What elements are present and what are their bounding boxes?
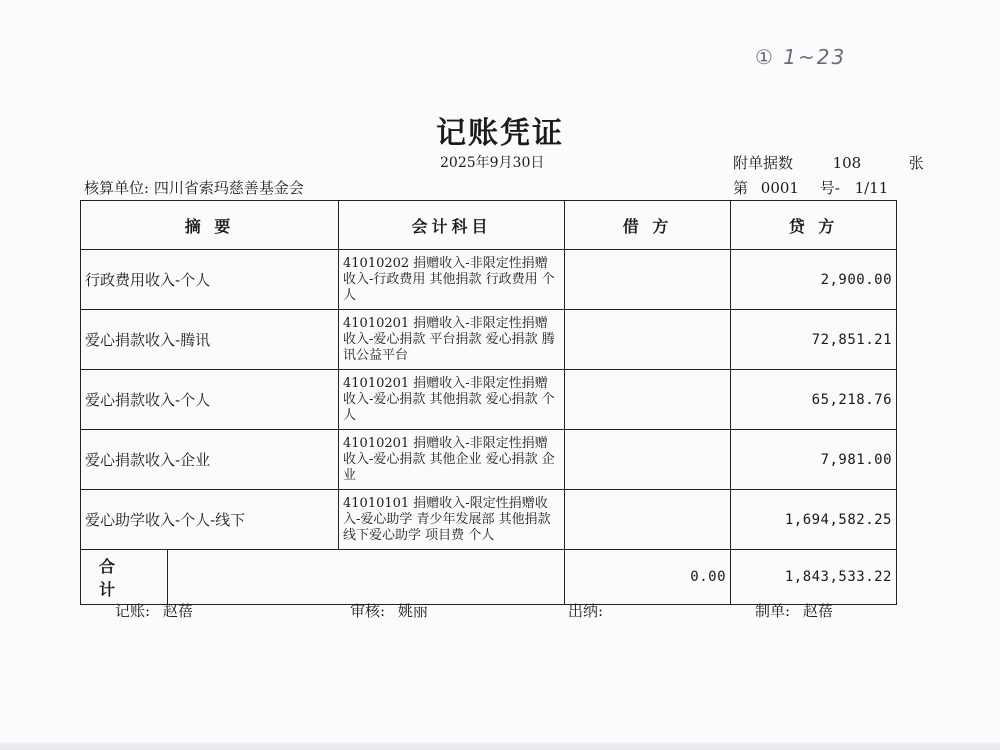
total-credit: 1,843,533.22 — [731, 550, 897, 605]
attachment-number: 108 — [832, 154, 862, 172]
row-debit — [565, 310, 731, 370]
bookkeeper-name: 赵蓓 — [162, 602, 193, 620]
accounting-unit-label: 核算单位: — [84, 179, 150, 197]
total-debit: 0.00 — [565, 550, 731, 605]
header-account: 会计科目 — [339, 201, 565, 250]
voucher-date: 2025年9月30日 — [440, 155, 545, 171]
cashier-label: 出纳: — [568, 602, 604, 620]
row-debit — [565, 250, 731, 310]
reviewer-label: 审核: — [350, 602, 386, 620]
bookkeeper-label: 记账: — [115, 602, 151, 620]
row-summary: 爱心捐款收入-个人 — [81, 370, 339, 430]
row-account: 41010201 捐赠收入-非限定性捐赠收入-爱心捐款 其他企业 爱心捐款 企业 — [339, 430, 565, 490]
row-debit — [565, 490, 731, 550]
header-debit: 借 方 — [565, 201, 731, 250]
table-row — [81, 370, 897, 430]
row-debit — [565, 430, 731, 490]
table-row — [81, 250, 897, 310]
row-credit: 7,981.00 — [731, 430, 897, 490]
voucher-number-prefix: 第 — [733, 179, 749, 197]
row-summary: 爱心助学收入-个人-线下 — [81, 490, 339, 550]
reviewer — [350, 600, 428, 621]
row-summary: 爱心捐款收入-企业 — [81, 430, 339, 490]
voucher-page: 1/11 — [854, 179, 889, 197]
bookkeeper — [115, 600, 193, 621]
voucher-number-value: 0001 — [760, 179, 799, 197]
preparer-label: 制单: — [755, 602, 791, 620]
row-credit: 2,900.00 — [731, 250, 897, 310]
voucher-number — [733, 177, 888, 198]
page-title: 记账凭证 — [436, 116, 564, 151]
attachment-label: 附单据数 — [733, 154, 794, 172]
row-account: 41010201 捐赠收入-非限定性捐赠收入-爱心捐款 其他捐款 爱心捐款 个人 — [339, 370, 565, 430]
total-label-cell — [81, 550, 339, 605]
scan-edge — [0, 742, 1000, 750]
reviewer-name: 姚丽 — [397, 602, 428, 620]
row-debit — [565, 370, 731, 430]
total-row — [81, 550, 897, 605]
header-summary: 摘 要 — [81, 201, 339, 250]
table-row — [81, 490, 897, 550]
row-credit: 72,851.21 — [731, 310, 897, 370]
row-account: 41010101 捐赠收入-限定性捐赠收入-爱心助学 青少年发展部 其他捐款 线下爱心助学 项目费 个人 — [339, 490, 565, 550]
row-account: 41010201 捐赠收入-非限定性捐赠收入-爱心捐款 平台捐款 爱心捐款 腾讯公益平台 — [339, 310, 565, 370]
row-summary: 行政费用收入-个人 — [81, 250, 339, 310]
row-credit: 65,218.76 — [731, 370, 897, 430]
total-blank — [339, 550, 565, 605]
header-credit: 贷 方 — [731, 201, 897, 250]
accounting-unit-name: 四川省索玛慈善基金会 — [153, 179, 304, 197]
attachment-unit: 张 — [908, 154, 924, 172]
preparer — [755, 600, 833, 621]
preparer-name: 赵蓓 — [802, 602, 833, 620]
accounting-unit — [84, 177, 304, 198]
table-row — [81, 310, 897, 370]
cashier — [568, 600, 611, 621]
total-label: 合 计 — [81, 550, 168, 604]
table-row — [81, 430, 897, 490]
voucher-number-suffix: 号- — [819, 179, 840, 197]
voucher-table — [80, 200, 897, 605]
row-credit: 1,694,582.25 — [731, 490, 897, 550]
handwritten-note: ① 1~23 — [755, 45, 847, 69]
row-account: 41010202 捐赠收入-非限定性捐赠收入-行政费用 其他捐款 行政费用 个人 — [339, 250, 565, 310]
attachment-count — [733, 152, 924, 173]
table-header-row — [81, 201, 897, 250]
row-summary: 爱心捐款收入-腾讯 — [81, 310, 339, 370]
